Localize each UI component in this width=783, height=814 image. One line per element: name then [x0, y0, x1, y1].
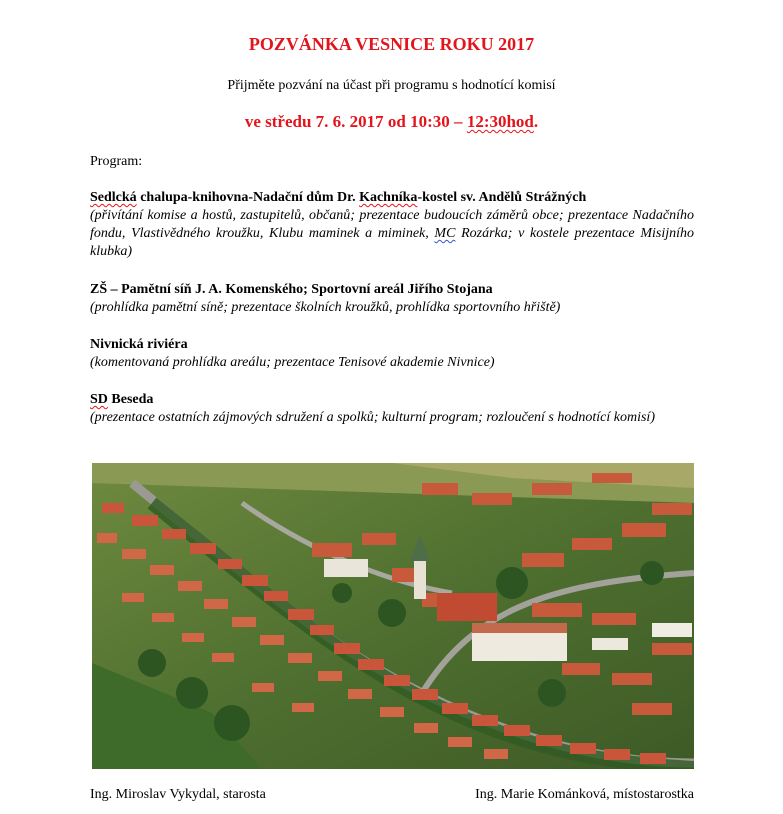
- program-item-heading: Nivnická riviéra: [90, 337, 188, 352]
- program-label: Program:: [90, 154, 143, 169]
- program-item-description: (komentovaná prohlídka areálu; prezentace Tenisové akademie Nivnice): [90, 355, 495, 370]
- program-item-heading: [90, 391, 694, 409]
- program-item-heading: [90, 189, 694, 207]
- description-part: MC: [434, 226, 456, 241]
- description-part: (přivítání komise a hostů, zastupitelů, občanů; prezentace budoucích záměrů obce; prezentace Nadačního fondu, Vlastivědného kroužku, Klubu maminek a miminek,: [90, 208, 694, 241]
- heading-part: Kachníka: [359, 190, 418, 205]
- event-date: [0, 112, 783, 132]
- program-item-nivnicka-riviera: [90, 336, 694, 372]
- heading-part: Beseda: [107, 392, 154, 407]
- invitation-line: Přijměte pozvání na účast při programu s hodnotící komisí: [227, 78, 556, 93]
- signature-deputy-mayor: Ing. Marie Kománková, místostarostka: [475, 787, 694, 802]
- program-item-heading: ZŠ – Pamětní síň J. A. Komenského; Sportovní areál Jiřího Stojana: [90, 282, 493, 297]
- program-item-zs-pametni-sin: [90, 281, 694, 317]
- heading-part: -kostel sv. Andělů Strážných: [417, 190, 587, 205]
- heading-part: SD: [90, 392, 108, 407]
- program-item-sd-beseda: [90, 391, 694, 427]
- heading-part: chalupa-knihovna-Nadační dům Dr.: [136, 190, 360, 205]
- program-item-description: [90, 207, 694, 261]
- signature-mayor: Ing. Miroslav Vykydal, starosta: [90, 787, 266, 802]
- event-date-prefix: ve středu 7. 6. 2017 od 10:30 –: [244, 112, 467, 131]
- program-item-description: (prohlídka pamětní síně; prezentace školních kroužků, prohlídka sportovního hřiště): [90, 300, 561, 315]
- description-part: Rozárka; v kostele prezentace Misijního klubka): [90, 226, 694, 259]
- heading-part: Sedlcká: [90, 190, 137, 205]
- event-end-time: 12:30hod: [466, 112, 534, 131]
- aerial-village-photo: [92, 463, 694, 769]
- event-date-suffix: .: [533, 112, 539, 131]
- program-item-sedlcka-chalupa: [90, 189, 694, 261]
- document-title: POZVÁNKA VESNICE ROKU 2017: [248, 34, 535, 54]
- program-item-description: (prezentace ostatních zájmových sdružení a spolků; kulturní program; rozloučení s hodnotící komisí): [90, 410, 655, 425]
